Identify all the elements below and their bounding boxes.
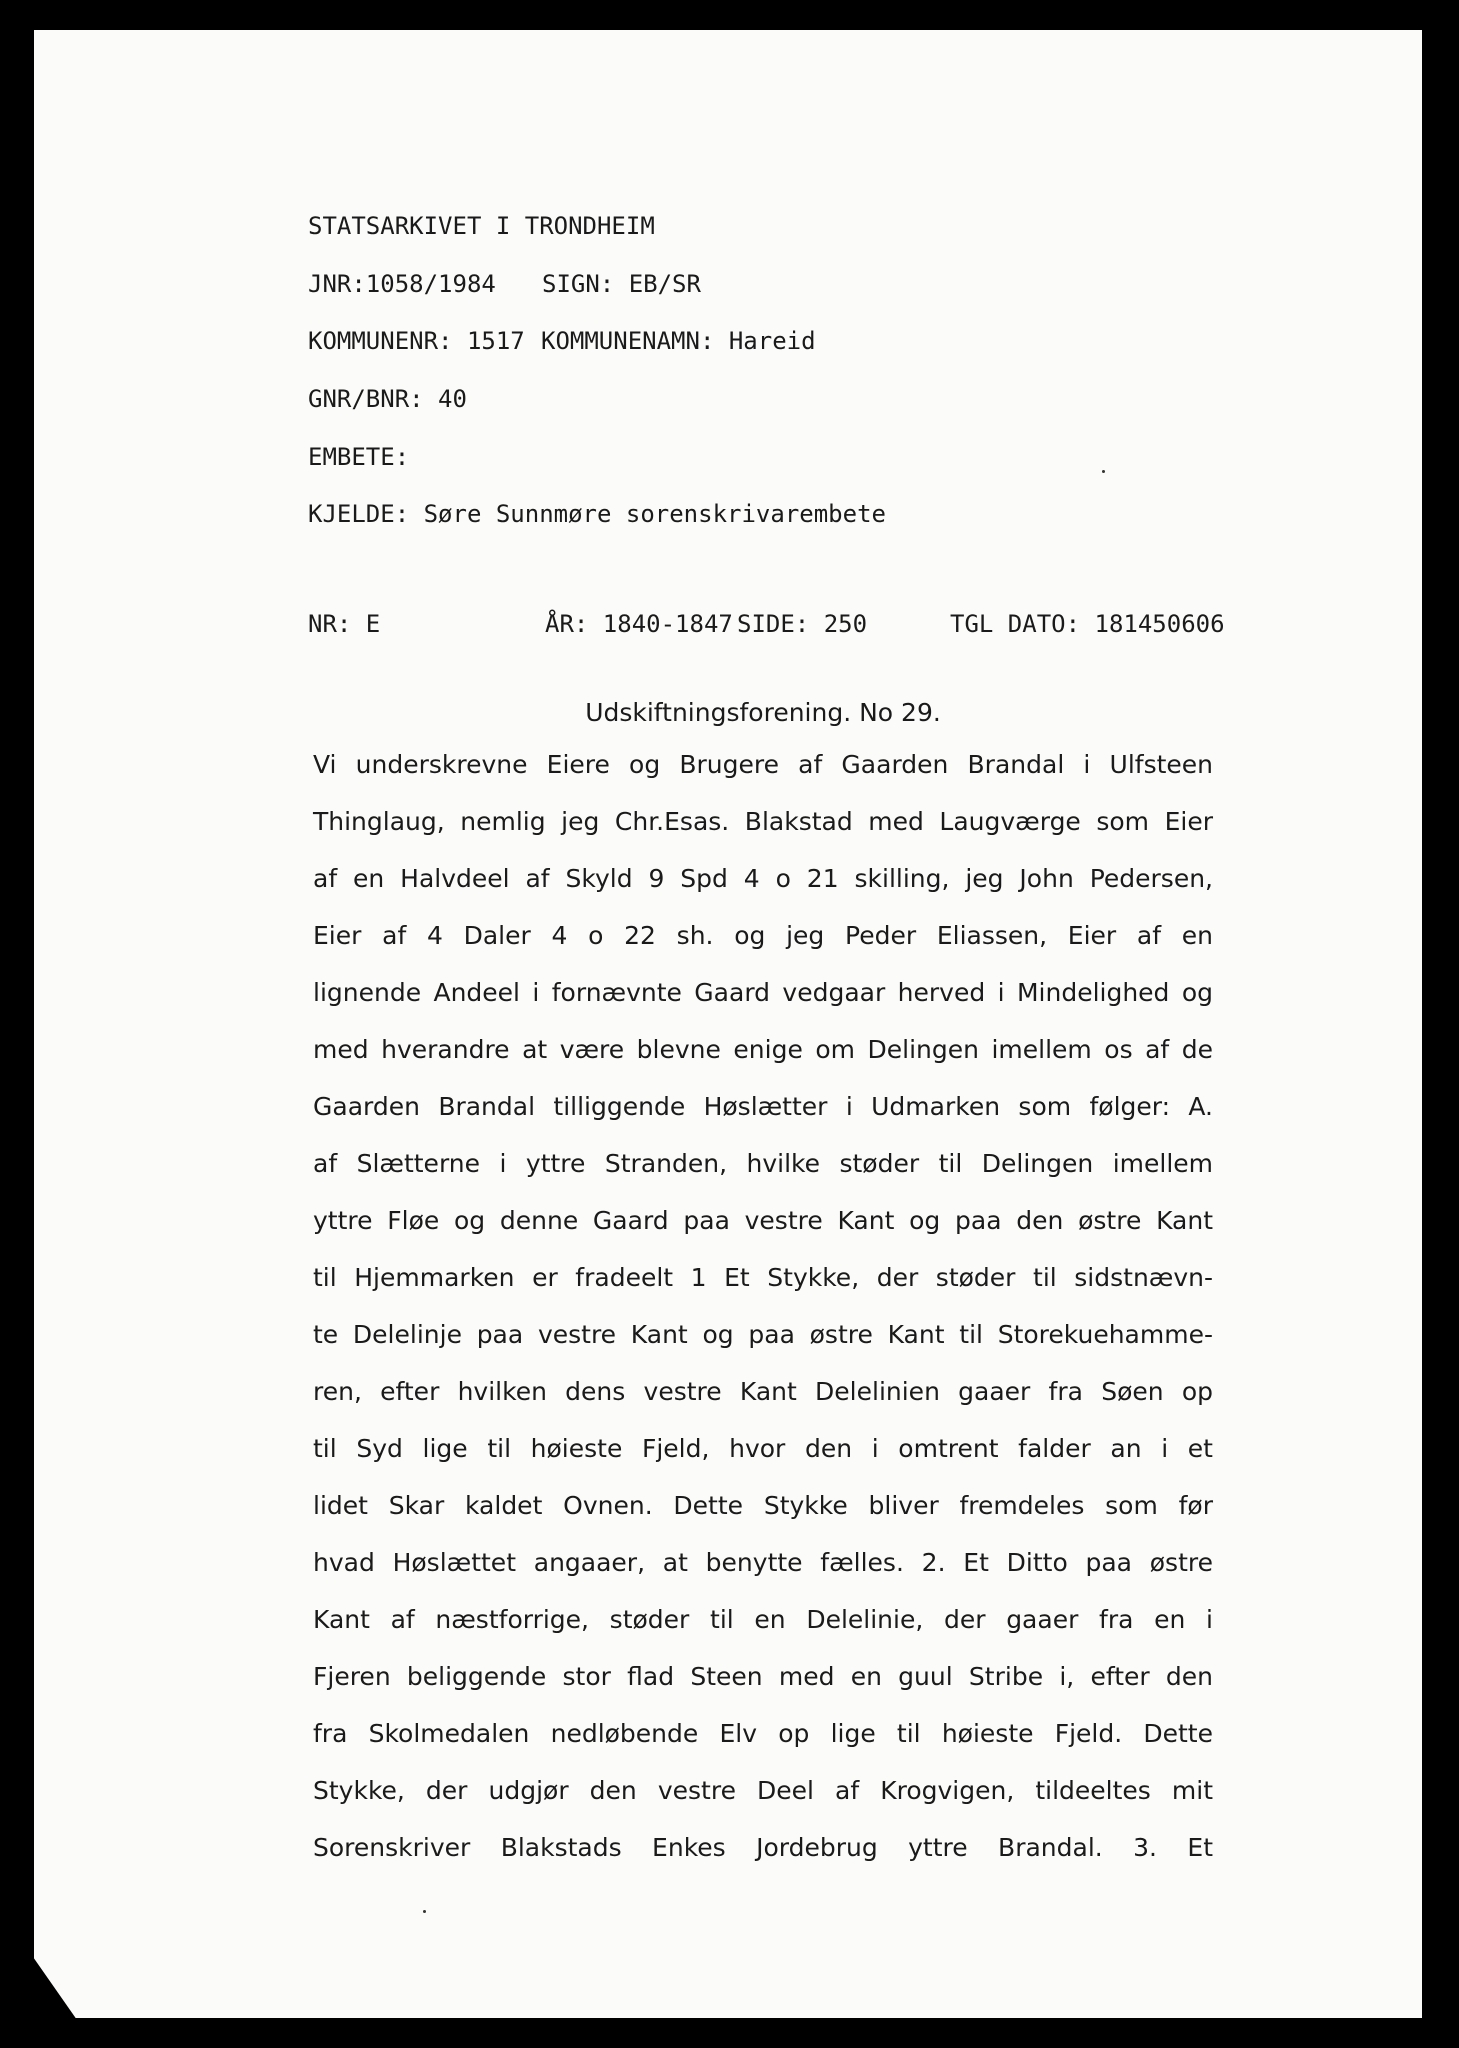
municipality-name: KOMMUNENAMN: Hareid bbox=[541, 327, 816, 355]
text-line: Eier af 4 Daler 4 o 22 sh. og jeg Peder Eliassen, Eier af en bbox=[313, 921, 1213, 950]
text-line: lignende Andeel i fornævnte Gaard vedgaar herved i Mindelighed og bbox=[313, 978, 1213, 1007]
document-title: Udskiftningsforening. No 29. bbox=[585, 698, 941, 727]
text-line: af en Halvdeel af Skyld 9 Spd 4 o 21 skilling, jeg John Pedersen, bbox=[313, 864, 1213, 893]
office: EMBETE: bbox=[308, 443, 410, 471]
text-line: med hverandre at være blevne enige om Delingen imellem os af de bbox=[313, 1035, 1213, 1064]
text-line: Gaarden Brandal tilliggende Høslætter i Udmarken som følger: A. bbox=[313, 1092, 1213, 1121]
record-page: SIDE: 250 bbox=[737, 610, 868, 638]
text-line: Stykke, der udgjør den vestre Deel af Krogvigen, tildeeltes mit bbox=[313, 1776, 1213, 1805]
journal-number: JNR:1058/1984 bbox=[308, 270, 496, 298]
text-line: te Delelinje paa vestre Kant og paa østre Kant til Storekuehamme- bbox=[313, 1320, 1213, 1349]
record-years: ÅR: 1840-1847 bbox=[545, 610, 733, 638]
farm-number: GNR/BNR: 40 bbox=[308, 385, 467, 413]
text-line: Thinglaug, nemlig jeg Chr.Esas. Blakstad med Laugværge som Eier bbox=[313, 807, 1213, 836]
text-line: Vi underskrevne Eiere og Brugere af Gaarden Brandal i Ulfsteen bbox=[313, 750, 1213, 779]
municipality-number: KOMMUNENR: 1517 bbox=[308, 327, 525, 355]
archive-name: STATSARKIVET I TRONDHEIM bbox=[308, 212, 655, 240]
text-line: til Syd lige til høieste Fjeld, hvor den i omtrent falder an i et bbox=[313, 1434, 1213, 1463]
speck-mark bbox=[1102, 470, 1105, 473]
text-line: ren, efter hvilken dens vestre Kant Delelinien gaaer fra Søen op bbox=[313, 1377, 1213, 1406]
source: KJELDE: Søre Sunnmøre sorenskrivarembete bbox=[308, 500, 886, 528]
text-line: hvad Høslættet angaaer, at benytte fælles. 2. Et Ditto paa østre bbox=[313, 1548, 1213, 1577]
record-number: NR: E bbox=[308, 610, 381, 638]
text-line: Sorenskriver Blakstads Enkes Jordebrug yttre Brandal. 3. Et bbox=[313, 1833, 1213, 1862]
text-line: til Hjemmarken er fradeelt 1 Et Stykke, der støder til sidstnævn- bbox=[313, 1263, 1213, 1292]
text-line: lidet Skar kaldet Ovnen. Dette Stykke bliver fremdeles som før bbox=[313, 1491, 1213, 1520]
text-line: Fjeren beliggende stor flad Steen med en guul Stribe i, efter den bbox=[313, 1662, 1213, 1691]
text-line: af Slætterne i yttre Stranden, hvilke støder til Delingen imellem bbox=[313, 1149, 1213, 1178]
speck-mark bbox=[423, 1910, 426, 1913]
signature: SIGN: EB/SR bbox=[542, 270, 701, 298]
registration-date: TGL DATO: 181450606 bbox=[950, 610, 1225, 638]
text-line: yttre Fløe og denne Gaard paa vestre Kant og paa den østre Kant bbox=[313, 1206, 1213, 1235]
text-line: fra Skolmedalen nedløbende Elv op lige til høieste Fjeld. Dette bbox=[313, 1719, 1213, 1748]
text-line: Kant af næstforrige, støder til en Delelinie, der gaaer fra en i bbox=[313, 1605, 1213, 1634]
